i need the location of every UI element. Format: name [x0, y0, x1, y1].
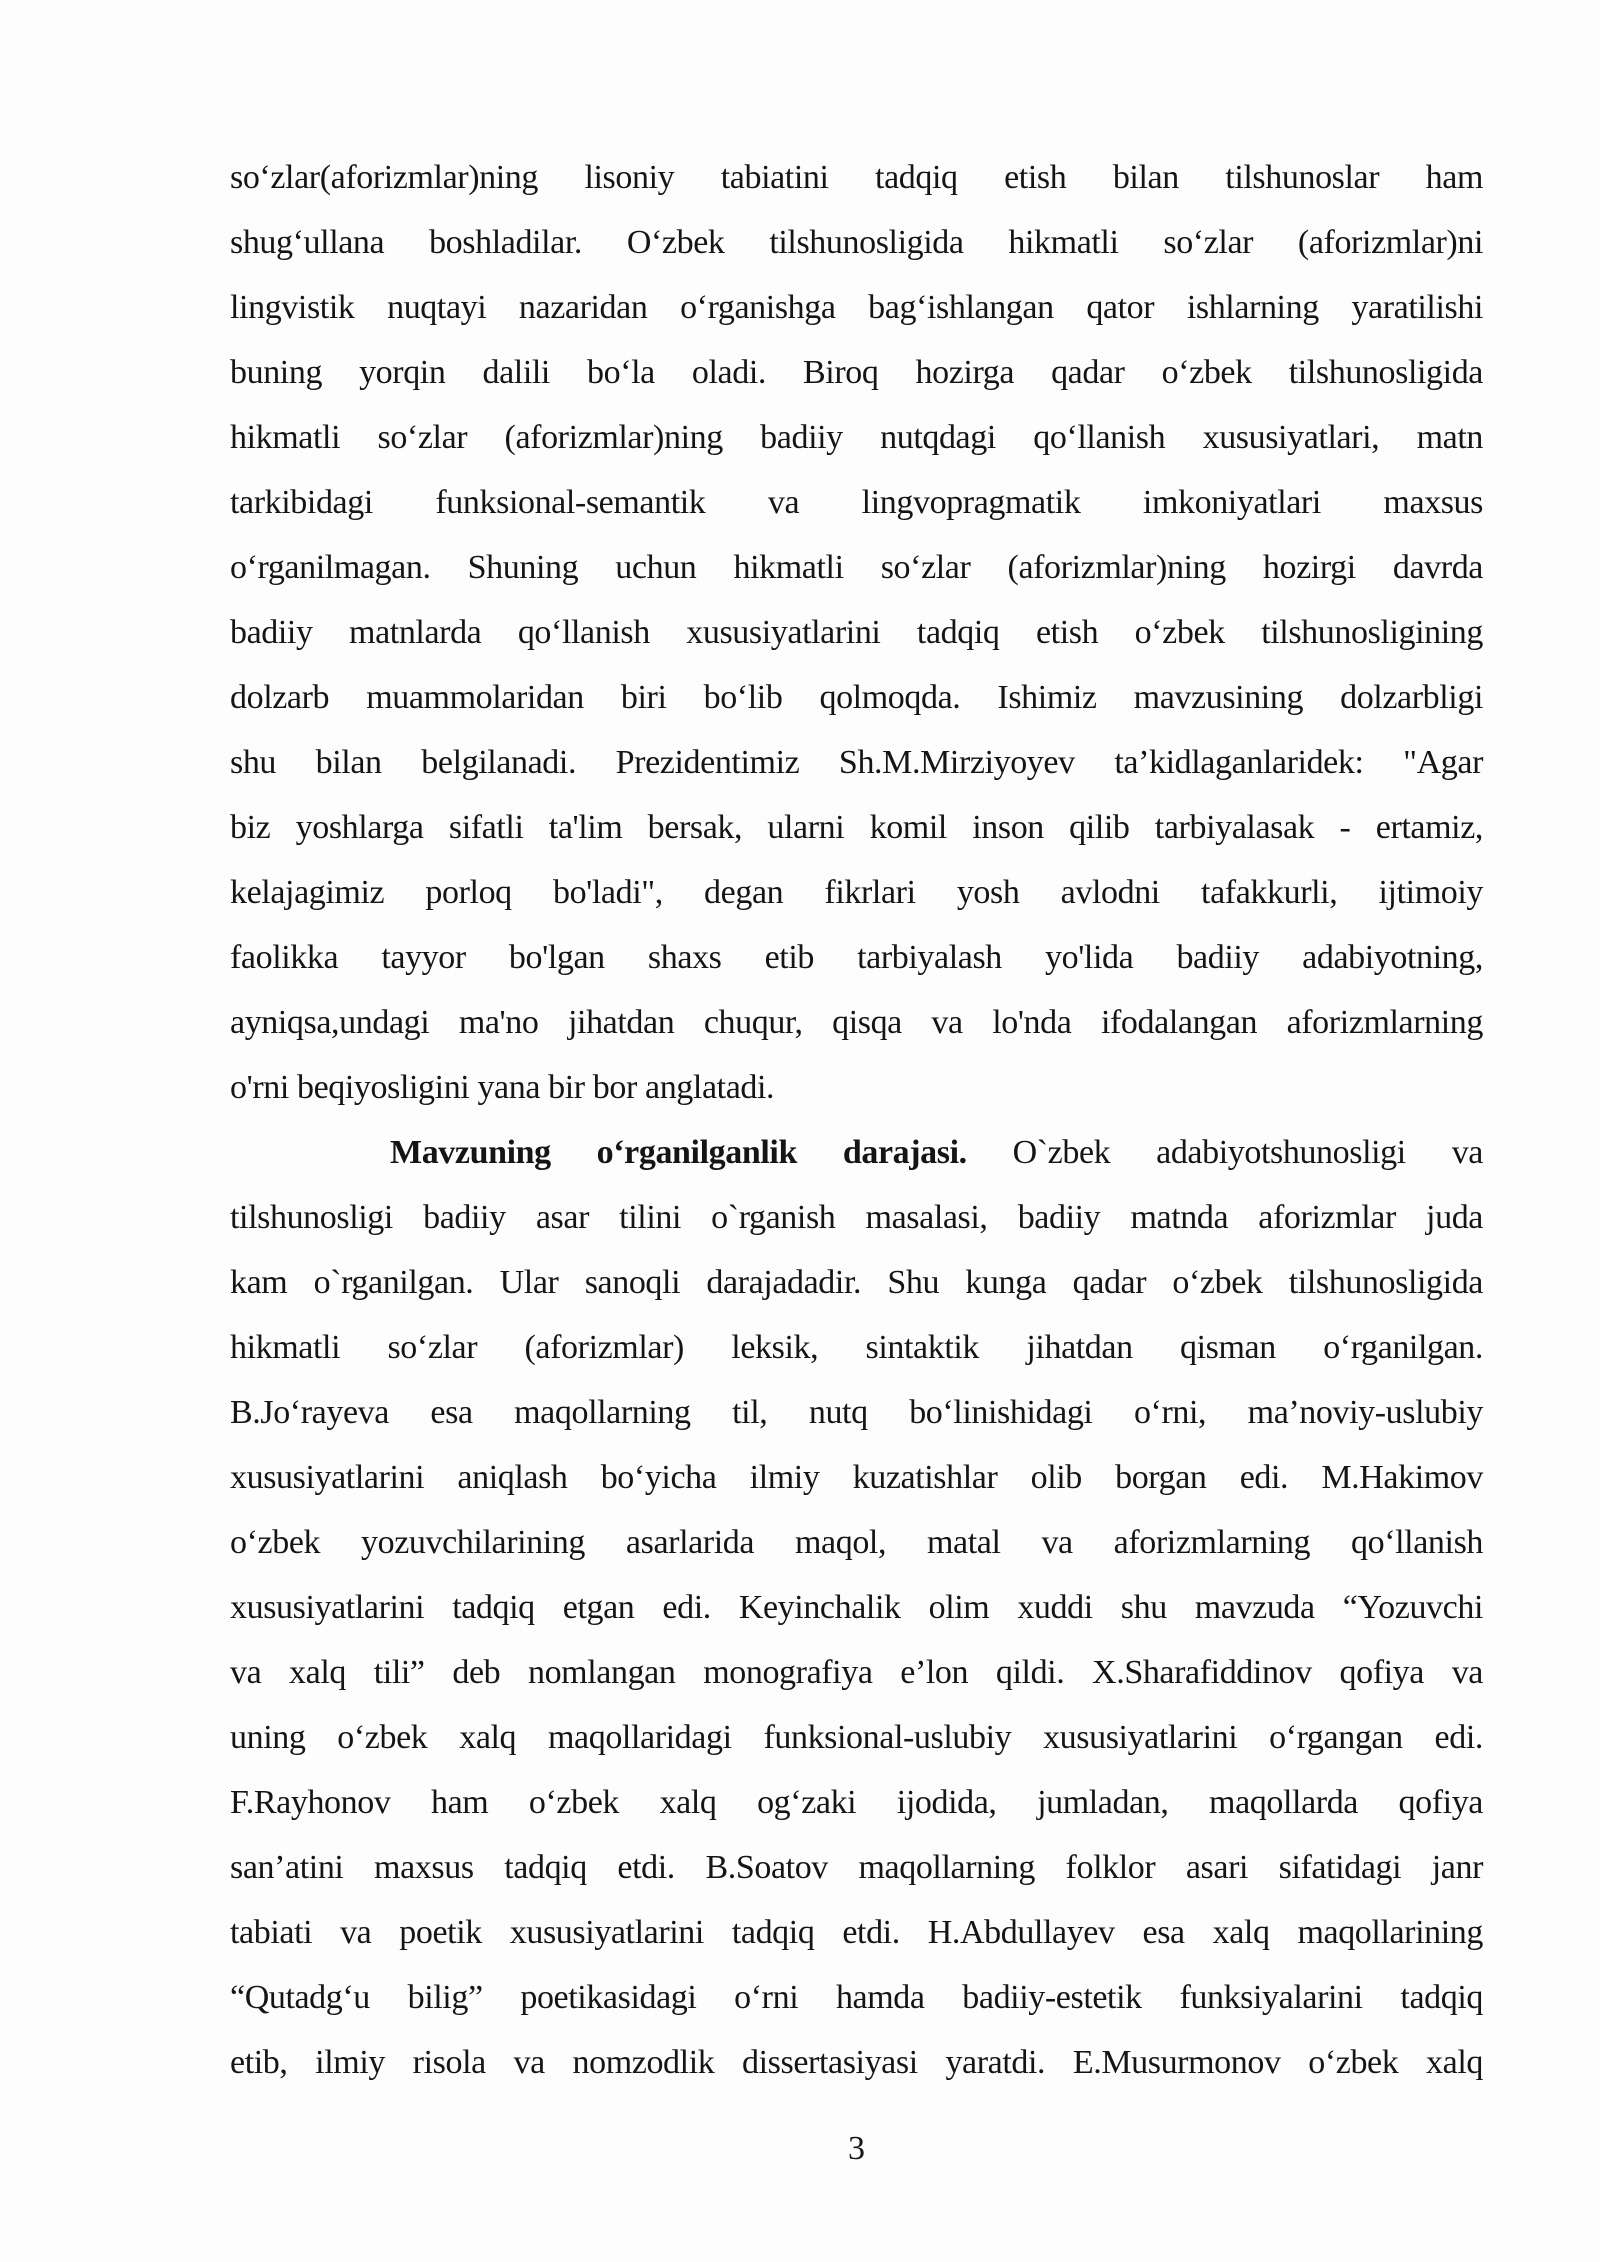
- text-line: uning o‘zbek xalq maqollaridagi funksional-uslubiy xususiyatlarini o‘rgangan edi.: [230, 1719, 1483, 1756]
- text-line: dolzarb muammolaridan biri bo‘lib qolmoqda. Ishimiz mavzusining dolzarbligi: [230, 679, 1483, 716]
- text-line: shu bilan belgilanadi. Prezidentimiz Sh.M.Mirziyoyev ta’kidlaganlaridek: "Agar: [230, 744, 1483, 781]
- text-line: lingvistik nuqtayi nazaridan o‘rganishga bag‘ishlangan qator ishlarning yaratilishi: [230, 289, 1483, 326]
- text-line: tilshunosligi badiiy asar tilini o`rganish masalasi, badiiy matnda aforizmlar juda: [230, 1199, 1483, 1236]
- text-line: “Qutadg‘u bilig” poetikasidagi o‘rni hamda badiiy-estetik funksiyalarini tadqiq: [230, 1979, 1483, 2016]
- text-line: san’atini maxsus tadqiq etdi. B.Soatov maqollarning folklor asari sifatidagi janr: [230, 1849, 1483, 1886]
- text-line: ayniqsa,undagi ma'no jihatdan chuqur, qisqa va lo'nda ifodalangan aforizmlarning: [230, 1004, 1483, 1041]
- text-line: o‘rganilmagan. Shuning uchun hikmatli so‘zlar (aforizmlar)ning hozirgi davrda: [230, 549, 1483, 586]
- section-heading: Mavzuning o‘rganilganlik darajasi.: [390, 1134, 967, 1171]
- text-line: biz yoshlarga sifatli ta'lim bersak, ularni komil inson qilib tarbiyalasak - ertamiz,: [230, 809, 1483, 846]
- heading-line-rest: O`zbek adabiyotshunosligi va: [1012, 1134, 1483, 1171]
- text-line: buning yorqin dalili bo‘la oladi. Biroq hozirga qadar o‘zbek tilshunosligida: [230, 354, 1483, 391]
- paragraph-2: [230, 1120, 1483, 2095]
- text-line: kam o`rganilgan. Ular sanoqli darajadadir. Shu kunga qadar o‘zbek tilshunosligida: [230, 1264, 1483, 1301]
- text-line: o‘zbek yozuvchilarining asarlarida maqol, matal va aforizmlarning qo‘llanish: [230, 1524, 1483, 1561]
- paragraph-1: [230, 145, 1483, 1120]
- text-line: xususiyatlarini aniqlash bo‘yicha ilmiy kuzatishlar olib borgan edi. M.Hakimov: [230, 1459, 1483, 1496]
- heading-line: [230, 1120, 1483, 1185]
- text-line: B.Jo‘rayeva esa maqollarning til, nutq bo‘linishidagi o‘rni, ma’noviy-uslubiy: [230, 1394, 1483, 1431]
- text-line: faolikka tayyor bo'lgan shaxs etib tarbiyalash yo'lida badiiy adabiyotning,: [230, 939, 1483, 976]
- text-line: hikmatli so‘zlar (aforizmlar)ning badiiy nutqdagi qo‘llanish xususiyatlari, matn: [230, 419, 1483, 456]
- text-line: so‘zlar(aforizmlar)ning lisoniy tabiatini tadqiq etish bilan tilshunoslar ham: [230, 159, 1483, 196]
- text-line: xususiyatlarini tadqiq etgan edi. Keyinchalik olim xuddi shu mavzuda “Yozuvchi: [230, 1589, 1483, 1626]
- text-line: shug‘ullana boshladilar. O‘zbek tilshunosligida hikmatli so‘zlar (aforizmlar)ni: [230, 224, 1483, 261]
- text-line: etib, ilmiy risola va nomzodlik dissertasiyasi yaratdi. E.Musurmonov o‘zbek xalq: [230, 2044, 1483, 2081]
- text-line: tabiati va poetik xususiyatlarini tadqiq etdi. H.Abdullayev esa xalq maqollarining: [230, 1914, 1483, 1951]
- text-line: hikmatli so‘zlar (aforizmlar) leksik, sintaktik jihatdan qisman o‘rganilgan.: [230, 1329, 1483, 1366]
- text-line: va xalq tili” deb nomlangan monografiya e’lon qildi. X.Sharafiddinov qofiya va: [230, 1654, 1483, 1691]
- text-block: [230, 145, 1483, 2095]
- text-line: F.Rayhonov ham o‘zbek xalq og‘zaki ijodida, jumladan, maqollarda qofiya: [230, 1784, 1483, 1821]
- page-number: 3: [848, 2130, 865, 2167]
- text-line: kelajagimiz porloq bo'ladi", degan fikrlari yosh avlodni tafakkurli, ijtimoiy: [230, 874, 1483, 911]
- text-line: o'rni beqiyosligini yana bir bor anglatadi.: [230, 1069, 775, 1106]
- text-line: tarkibidagi funksional-semantik va lingvopragmatik imkoniyatlari maxsus: [230, 484, 1483, 521]
- text-line: badiiy matnlarda qo‘llanish xususiyatlarini tadqiq etish o‘zbek tilshunosligining: [230, 614, 1483, 651]
